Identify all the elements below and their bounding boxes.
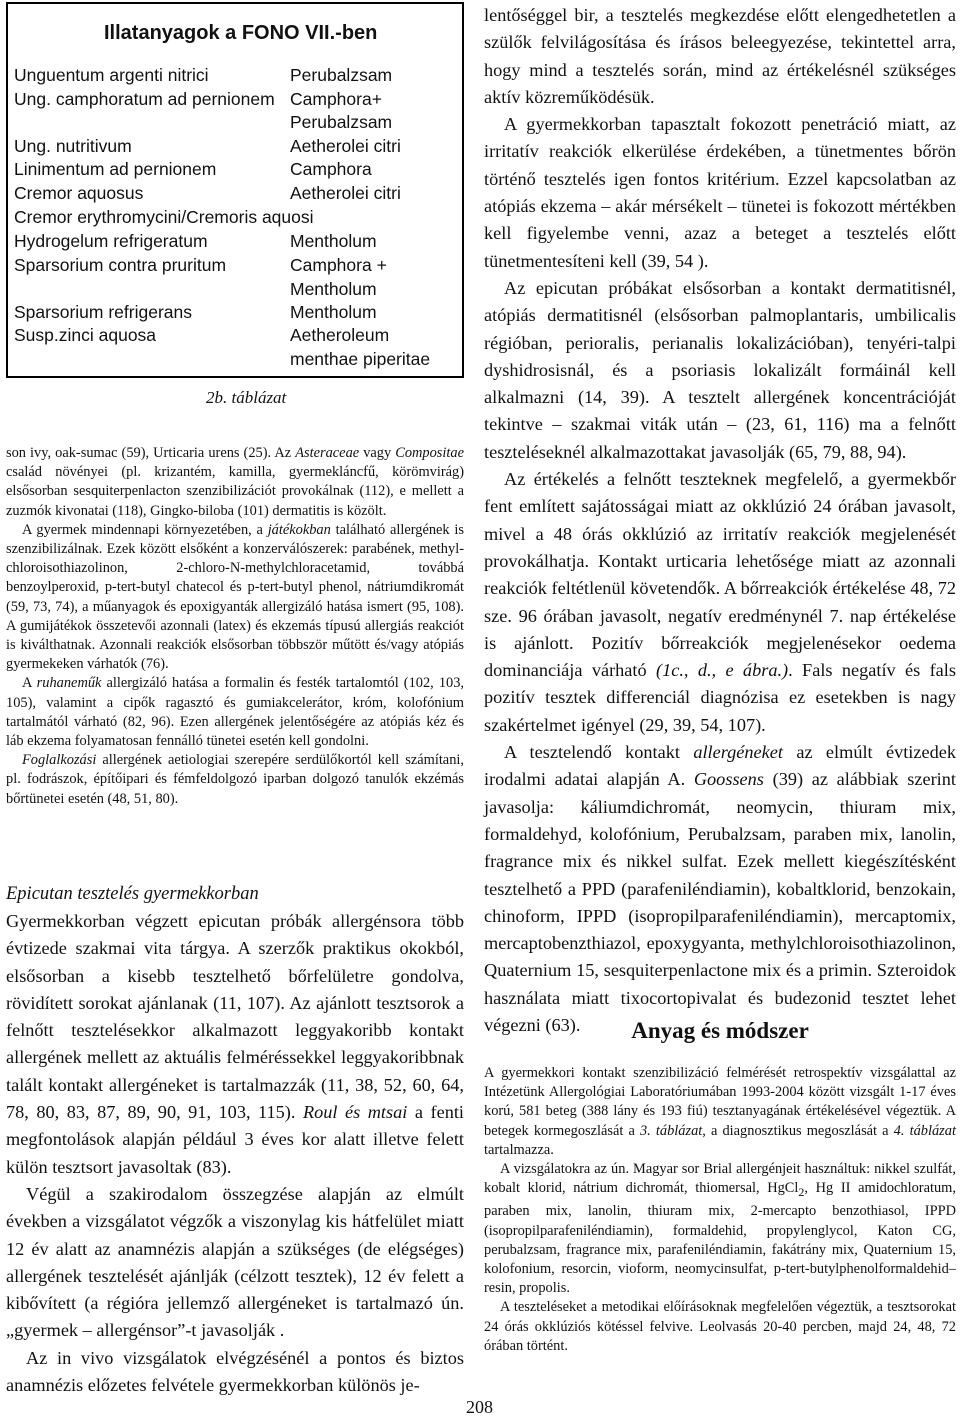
paragraph: A ruhaneműk allergizáló hatása a formalin és festék tartalomtól (102, 103, 105), valamint a cipők ragasztó és gumiakcelerátor, króm, kolofónium tartalmától várható (82, 96). Ezen allergének jelentőségére az atópiás kéz és láb ekzema folyamatosan fennálló tünetei esetén kell gondolni. [6,675,464,750]
table-row: Cremor erythromycini/Cremoris aquosi [14,207,314,227]
paragraph: Gyermekkorban végzett epicutan próbák allergénsora több évtizede szakmai vita tárgya. A szerzők praktikus okokból, elsősorban a kisebb tesztelhető bőrfelületre gondolva, rövidített sorokat ajánlanak (11, 107). Az ajánlott tesztsorok a felnőtt tesztelésekkor alkalmazott leggyakoribb kontakt allergének mellett az aktuális felméréssekkel leggyakoribbnak talált kontakt allergéneket is tartalmazzák (11, 38, 52, 60, 64, 78, 80, 83, 87, 89, 90, 91, 103, 115). Roul és mtsai a fenti megfontolások alapján például 3 éves kor alatt illetve felett külön tesztsort javasoltak (83). [6,911,464,1177]
table-row: Ung. camphoratum ad pernionem Camphora+ [14,89,382,109]
paragraph: A tesztelendő kontakt allergéneket az elmúlt évtizedek irodalmi adatai alapján A. Goossens (39) az alábbiak szerint javasolja: káliumdichromát, neomycin, thiuram mix, formaldehyd, kolofónium, Perubalzsam, paraben mix, lanolin, fragrance mix és nikkel sulfat. Ezek mellett kiegészítésként tesztelhető a PPD (parafeniléndiamin), kobaltklorid, benzokain, chinoform, IPPD (isopropilparafeniléndiamin), mercaptomix, mercaptobenzthiazol, epoxygyanta, methylchloroisothiazolinon, Quaternium 15, sesquiterpenlactone mix és a primin. Szteroidok használata miatt tixocortopivalat és budezonid tesztet lehet végezni (63). [484,742,957,1035]
paragraph: Az értékelés a felnőtt teszteknek megfelelő, a gyermekbőr fent említett sajátosságai miatt az okklúzió 24 órában javasolt, mivel a 48 órás okklúzió az irritatív reakciók megjelenését provokálhatja. Kontakt urticaria lehetősége miatt az azonnali reakciók feltétlenül követendők. A bőrreakciók értékelése 48, 72 sze. 96 órában javasolt, negatív eredménynél 7. nap értékelése is ajánlott. Pozitív bőrreakciók megjelenésekor oedema dominanciája várható (1c., d., e ábra.). Fals negatív és fals pozitív tesztek differenciál diagnózisa ez esetekben is nagy szakértelmet igényel (29, 39, 54, 107). [484,469,956,735]
paragraph: Végül a szakirodalom összegzése alapján az elmúlt években a vizsgálatot végzők a viszonylag kis hátfelület miatt 12 év alatt az anamnézis alapján a szükséges (de elégséges) allergének tesztelését ajánlják (célzott tesztek), 12 év felett a kibővített (a régióra jellemző allergéneket is tartalmazó ún. „gyermek – allergénsor”-t javasolják . [6,1183,464,1341]
paragraph: Az epicutan próbákat elsősorban a kontakt dermatitisnél, atópiás dermatitisnél (elsősorban palmoplantaris, umbilicalis régióban, perioralis, perianalis lokalizációban), tenyéri-talpi dyshidrosisnál, és a psoriasis lokalizált formáinál kell alkalmazni (14, 39). A tesztelt allergének koncentrációját tekintve – szakmai viták után – (23, 61, 116) ma a felnőtt teszteléseknél alkalmazottakat javasolják (65, 79, 88, 94). [484,277,956,462]
paragraph: son ivy, oak-sumac (59), Urticaria urens (25). Az Asteraceae vagy Compositae család növényei (pl. krizantém, kamilla, gyermekláncfű, körömvirág) elsősorban sesquiterpenlacton szenzibilizációt provokálnak (112), e mellett a zuzmók kivonatai (118), Gingko-biloba (101) dermatitis is közölt. [6,445,464,519]
paragraph: lentőséggel bir, a tesztelés megkezdése előtt elengedhetetlen a szülők felvilágosítása és írásos beleegyezése, tekintettel arra, hogy mind a tesztelés során, mind az értékelésnél szükséges aktív közreműködésük. [484,5,956,107]
paragraph: A gyermekkorban tapasztalt fokozott penetráció miatt, az irritatív reakciók elkerülése érdekében, a tünetmentes bőrön történő tesztelés igen fontos kritérium. Ezzel kapcsolatban az atópiás ekzema – akár mérsékelt – tünetei is fokozott mértékben kell figyelembe venni, azaz a beteget a tesztelés előtt tünetmentesíteni kell (39, 54 ). [484,114,956,271]
paragraph: Az in vivo vizsgálatok elvégzésénél a pontos és biztos anamnézis előzetes felvétele gyermekkorban különös je- [6,1347,464,1396]
table-row: Ung. nutritivum Aetherolei citri [14,136,401,156]
table-row: Unguentum argenti nitrici Perubalzsam [14,65,393,85]
paragraph: Foglalkozási allergének aetiologiai szerepére serdülőkortól kell számítani, pl. fodrászok, építőipari és fémfeldolgozó iparban dolgozó tanulók ekzémás bőrtünetei esetén (48, 51, 80). [6,752,464,807]
section-heading: Epicutan tesztelés gyermekkorban [6,884,259,904]
paragraph: A gyermek mindennapi környezetében, a játékokban található allergének is szenzibilizálnak. Ezek között elsőként a konzerválószerek: parabének, methyl-chloroisothiazolinon, 2-chloro-N-methylchloracetamid, továbbá benzoylperoxid, p-tert-butyl chatecol és p-tert-butyl phenol, nátriumdikromát (59, 73, 74), a műanyagok és epoxigyanták allergizáló hatása ismert (95, 108). A gumijátékok összetevői azonnali (latex) és ekzemás típusú allergiás reakciót is kiválthatnak. Azonnali reakciók elsősorban többször műtött és/vagy atópiás gyermekeken várhatók (76). [6,521,464,673]
right-small-text [484,1064,956,1356]
table-caption: 2b. táblázat [206,388,287,407]
right-body-text [484,2,956,1039]
table-row: Sparsorium refrigerans Mentholum [14,302,377,322]
table-title: Illatanyagok a FONO VII.-ben [104,22,378,44]
table-row: Sparsorium contra pruritum Camphora + [14,255,387,275]
paragraph: A gyermekkori kontakt szenzibilizáció felmérését retrospektív vizsgálattal az Intézetünk Allergológiai Laboratóriumában 1993-2004 között vizsgált 1-17 éves korú, 581 beteg (388 lány és 193 fiú) tesztanyagának értékelésével végeztük. A betegek kormegoszlását a 3. táblázat, a diagnosztikus megoszlását a 4. táblázat tartalmazza. [484,1065,956,1158]
section-heading: Anyag és módszer [631,1018,809,1043]
table-row: Linimentum ad pernionem Camphora [14,159,372,179]
paragraph: A teszteléseket a metodikai előírásoknak megfelelően végeztük, a tesztsorokat 24 órás okklúziós kötéssel felvive. Leolvasás 20-40 percben, majd 24, 48, 72 órában történt. [484,1299,956,1354]
page-number: 208 [466,1397,493,1417]
table-row: Cremor aquosus Aetherolei citri [14,183,401,203]
left-small-text [6,444,464,809]
table-row: Hydrogelum refrigeratum Mentholum [14,231,377,251]
paragraph: A vizsgálatokra az ún. Magyar sor Brial allergénjeit használtuk: nikkel szulfát, kobalt klorid, nátrium dichromát, thiomersal, HgCl$_2$, Hg II amidochloratum, paraben mix, lanolin, thiuram mix, 2-mercapto benzothiasol, IPPD (isopropilparafeniléndiamin), formaldehid, propylenglycol, Katon CG, perubalzsam, fragrance mix, parafeniléndiamin, fakátrány mix, Quaternium 15, kolofonium, resorcin, vioform, neomycinsulfat, p-tert-butylphenolformaldehid–resin, propolis. [484,1161,956,1297]
table-row: Susp.zinci aquosa Aetheroleum [14,325,390,345]
left-body-text [6,908,464,1399]
fragrance-table: Illatanyagok a FONO VII.-ben Unguentum argenti nitrici Perubalzsam Ung. camphoratum ad pernionem Camphora+ Perubalzsam Ung. nutritivum Aetherolei citri Linimentum ad pernionem Camphora Cremor aquosus Aetherolei citri Cremor erythromycini/Cremoris aquosi Hydrogelum refrigeratum Mentholum Sparsorium contra pruritum Camphora + Mentholum Sparsorium refrigerans Mentholum Susp.zinci aquosa Aetheroleum menthae piperitae [6,2,464,378]
